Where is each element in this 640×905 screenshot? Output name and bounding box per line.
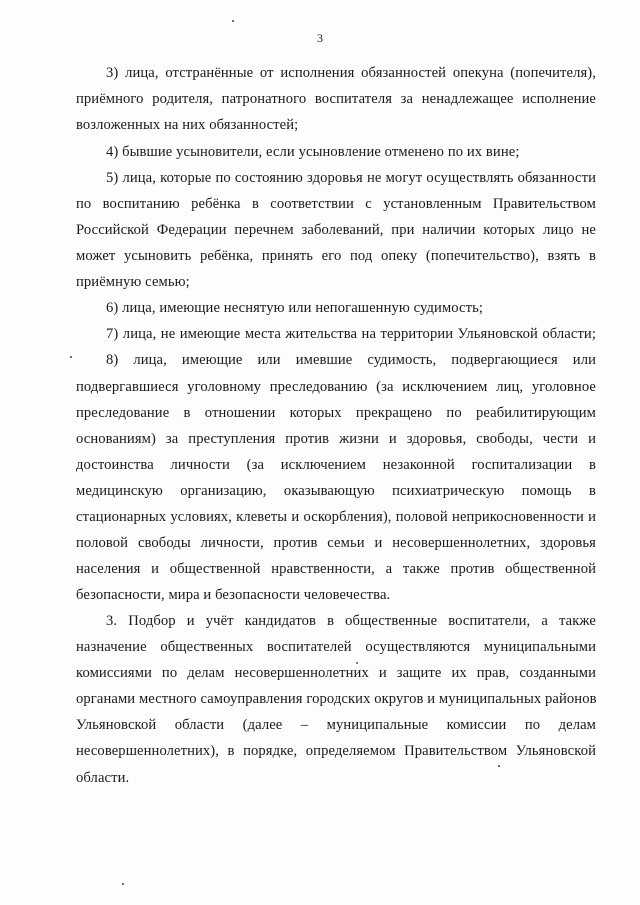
text-line: возложенных на них обязанностей; (76, 117, 299, 133)
text-line: 6) лица, имеющие неснятую или непогашенную судимость; (106, 300, 484, 316)
text-line: безопасности, мира и безопасности человечества. (76, 587, 391, 603)
scan-speck (232, 20, 234, 22)
text-line: Российской Федерации перечнем заболеваний, при наличии которых лицо не (76, 222, 596, 238)
page-number: 3 (317, 31, 323, 45)
text-line: области. (76, 770, 130, 786)
text-line: медицинскую организацию, оказывающую психиатрическую помощь в (76, 483, 596, 499)
text-line: органами местного самоуправления городских округов и муниципальных районов (76, 691, 597, 707)
scan-speck (122, 883, 124, 885)
text-line: назначение общественных воспитателей осуществляются муниципальными (76, 639, 596, 655)
text-line: Ульяновской области (далее – муниципальные комиссии по делам (76, 717, 596, 733)
text-line: половой свободы личности, против семьи и несовершеннолетних, здоровья (76, 535, 596, 551)
text-line: приёмного родителя, патронатного воспитателя за ненадлежащее исполнение (76, 91, 596, 107)
text-line: 4) бывшие усыновители, если усыновление отменено по их вине; (106, 144, 520, 160)
text-line: 3) лица, отстранённые от исполнения обязанностей опекуна (попечителя), (106, 65, 596, 81)
scan-speck (498, 765, 500, 767)
text-line: достоинства личности (за исключением незаконной госпитализации в (76, 457, 596, 473)
text-line: основаниям) за преступления против жизни и здоровья, свободы, чести и (76, 431, 596, 447)
scan-speck (356, 662, 358, 664)
text-line: приёмную семью; (76, 274, 190, 290)
text-line: по воспитанию ребёнка в соответствии с установленным Правительством (76, 196, 596, 212)
text-line: 7) лица, не имеющие места жительства на территории Ульяновской области; (106, 326, 596, 342)
text-line: комиссиями по делам несовершеннолетних и защите их прав, созданными (76, 665, 596, 681)
text-line: 8) лица, имеющие или имевшие судимость, подвергающиеся или (106, 352, 596, 368)
text-line: 5) лица, которые по состоянию здоровья не могут осуществлять обязанности (106, 170, 596, 186)
text-line: может усыновить ребёнка, принять его под опеку (попечительство), взять в (76, 248, 596, 264)
text-line: преследование в отношении которых прекращено по реабилитирующим (76, 405, 596, 421)
text-line: населения и общественной нравственности, а также против общественной (76, 561, 596, 577)
text-line: стационарных условиях, клеветы и оскорбления), половой неприкосновенности и (76, 509, 596, 525)
scan-speck (70, 356, 72, 358)
text-line: несовершеннолетних), в порядке, определяемом Правительством Ульяновской (76, 743, 596, 759)
text-line: подвергавшиеся уголовному преследованию (за исключением лиц, уголовное (76, 379, 596, 395)
text-line: 3. Подбор и учёт кандидатов в общественные воспитатели, а также (106, 613, 596, 629)
